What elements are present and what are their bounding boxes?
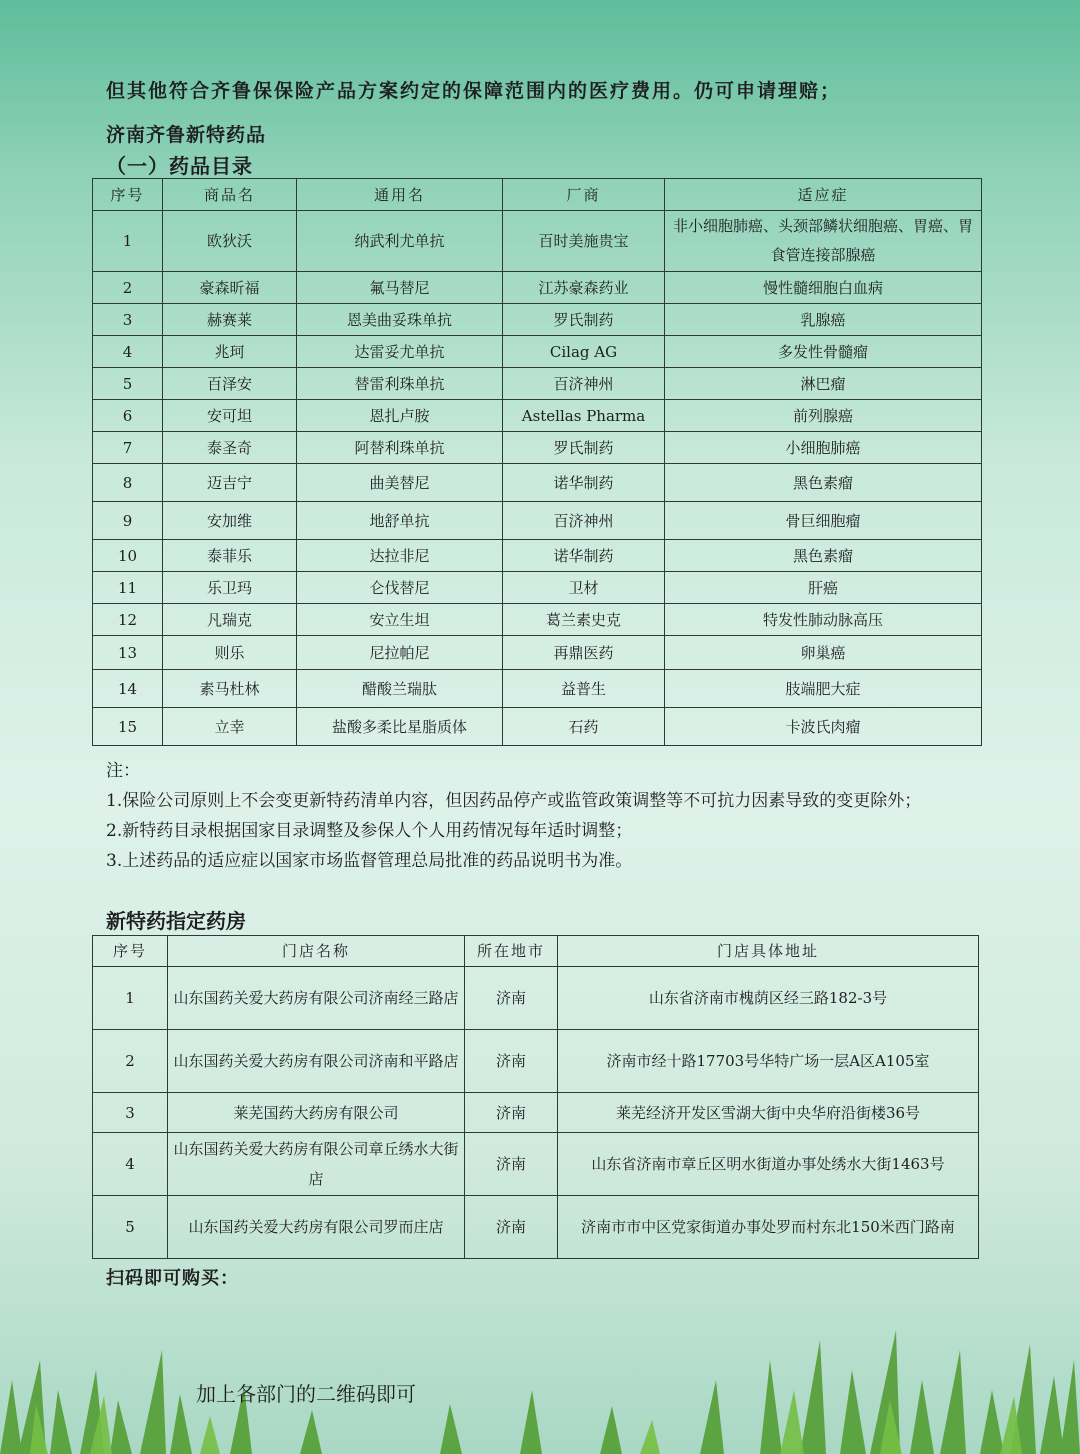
- pharmacy-table-body: [93, 967, 979, 1259]
- drug-cell: 黑色素瘤: [665, 464, 982, 502]
- notes-label: 注：: [106, 761, 140, 781]
- drug-cell: 泰菲乐: [163, 540, 297, 572]
- pharmacy-cell: 济南: [465, 1030, 558, 1093]
- pharmacy-cell: 3: [93, 1093, 168, 1133]
- drug-cell: 立幸: [163, 708, 297, 746]
- drug-cell: 12: [93, 604, 163, 636]
- drug-cell: 9: [93, 502, 163, 540]
- drug-cell: 安加维: [163, 502, 297, 540]
- drug-row: [93, 368, 982, 400]
- drug-cell: 诺华制药: [503, 540, 665, 572]
- drug-cell: 达拉非尼: [297, 540, 503, 572]
- pharmacy-cell: 山东国药关爱大药房有限公司济南和平路店: [168, 1030, 465, 1093]
- drug-cell: 恩扎卢胺: [297, 400, 503, 432]
- drug-cell: 慢性髓细胞白血病: [665, 272, 982, 304]
- drug-row: [93, 636, 982, 670]
- pharmacy-cell: 山东省济南市章丘区明水街道办事处绣水大街1463号: [558, 1133, 979, 1196]
- note-item-2: 2.新特药目录根据国家目录调整及参保人个人用药情况每年适时调整；: [106, 821, 633, 841]
- drug-row: [93, 572, 982, 604]
- drug-cell: 素马杜林: [163, 670, 297, 708]
- drug-cell: 盐酸多柔比星脂质体: [297, 708, 503, 746]
- drug-cell: 诺华制药: [503, 464, 665, 502]
- drug-cell: 5: [93, 368, 163, 400]
- note-item-1: 1.保险公司原则上不会变更新特药清单内容，但因药品停产或监管政策调整等不可抗力因素导致的变更除外；: [106, 791, 922, 811]
- drug-cell: 则乐: [163, 636, 297, 670]
- pharmacy-cell: 莱芜经济开发区雪湖大街中央华府沿街楼36号: [558, 1093, 979, 1133]
- notes: [106, 756, 986, 876]
- drug-cell: 肝癌: [665, 572, 982, 604]
- drug-row: [93, 708, 982, 746]
- pharmacy-row: [93, 1133, 979, 1196]
- drug-cell: 乳腺癌: [665, 304, 982, 336]
- store-header-address: 门店具体地址: [558, 936, 979, 967]
- note-item-3: 3.上述药品的适应症以国家市场监督管理总局批准的药品说明书为准。: [106, 851, 633, 871]
- drug-cell: 黑色素瘤: [665, 540, 982, 572]
- drug-cell: 百济神州: [503, 502, 665, 540]
- drug-cell: 安可坦: [163, 400, 297, 432]
- drug-cell: 达雷妥尤单抗: [297, 336, 503, 368]
- store-header-city: 所在地市: [465, 936, 558, 967]
- drug-cell: 氟马替尼: [297, 272, 503, 304]
- drug-cell: 前列腺癌: [665, 400, 982, 432]
- drug-cell: 8: [93, 464, 163, 502]
- pharmacy-cell: 4: [93, 1133, 168, 1196]
- drug-row: [93, 464, 982, 502]
- drug-table-body: [93, 211, 982, 746]
- drug-cell: 卫材: [503, 572, 665, 604]
- drug-cell: 葛兰素史克: [503, 604, 665, 636]
- pharmacy-cell: 5: [93, 1196, 168, 1259]
- drug-cell: 替雷利珠单抗: [297, 368, 503, 400]
- intro-text: 但其他符合齐鲁保保险产品方案约定的保障范围内的医疗费用。仍可申请理赔；: [106, 80, 842, 102]
- drug-cell: 恩美曲妥珠单抗: [297, 304, 503, 336]
- drug-cell: 曲美替尼: [297, 464, 503, 502]
- drug-cell: 卵巢癌: [665, 636, 982, 670]
- drug-cell: 再鼎医药: [503, 636, 665, 670]
- drug-cell: 肢端肥大症: [665, 670, 982, 708]
- pharmacy-cell: 山东国药关爱大药房有限公司章丘绣水大街店: [168, 1133, 465, 1196]
- drug-cell: 14: [93, 670, 163, 708]
- drug-cell: 3: [93, 304, 163, 336]
- drug-row: [93, 211, 982, 272]
- drug-cell: 阿替利珠单抗: [297, 432, 503, 464]
- pharmacy-row: [93, 1196, 979, 1259]
- subsection-title: （一）药品目录: [106, 154, 253, 178]
- drug-cell: 石药: [503, 708, 665, 746]
- drug-row: [93, 670, 982, 708]
- pharmacy-cell: 莱芜国药大药房有限公司: [168, 1093, 465, 1133]
- drug-row: [93, 272, 982, 304]
- pharmacy-table: [92, 935, 979, 1259]
- drug-cell: 罗氏制药: [503, 432, 665, 464]
- drug-row: [93, 502, 982, 540]
- drug-cell: 百泽安: [163, 368, 297, 400]
- drug-cell: 10: [93, 540, 163, 572]
- drug-row: [93, 304, 982, 336]
- drug-cell: 赫赛莱: [163, 304, 297, 336]
- drug-cell: 醋酸兰瑞肽: [297, 670, 503, 708]
- drug-cell: Cilag AG: [503, 336, 665, 368]
- drug-header-no: 序号: [93, 179, 163, 211]
- grass-decoration: [0, 1320, 1080, 1454]
- drug-cell: 6: [93, 400, 163, 432]
- section-title: 济南齐鲁新特药品: [106, 124, 267, 146]
- drug-cell: 欧狄沃: [163, 211, 297, 272]
- drug-cell: 特发性肺动脉高压: [665, 604, 982, 636]
- drug-cell: 迈吉宁: [163, 464, 297, 502]
- drug-cell: 百济神州: [503, 368, 665, 400]
- drug-header-indication: 适应症: [665, 179, 982, 211]
- drug-cell: 兆珂: [163, 336, 297, 368]
- drug-cell: 益普生: [503, 670, 665, 708]
- drug-cell: 豪森昕福: [163, 272, 297, 304]
- pharmacy-cell: 济南市市中区党家街道办事处罗而村东北150米西门路南: [558, 1196, 979, 1259]
- drug-cell: 地舒单抗: [297, 502, 503, 540]
- pharmacy-cell: 济南: [465, 967, 558, 1030]
- pharmacy-cell: 1: [93, 967, 168, 1030]
- pharmacy-cell: 济南市经十路17703号华特广场一层A区A105室: [558, 1030, 979, 1093]
- drug-header-brand: 商品名: [163, 179, 297, 211]
- drug-cell: 仑伐替尼: [297, 572, 503, 604]
- pharmacy-cell: 山东国药关爱大药房有限公司济南经三路店: [168, 967, 465, 1030]
- drug-cell: 卡波氏肉瘤: [665, 708, 982, 746]
- drug-cell: 凡瑞克: [163, 604, 297, 636]
- store-header-no: 序号: [93, 936, 168, 967]
- drug-cell: 1: [93, 211, 163, 272]
- pharmacy-row: [93, 1030, 979, 1093]
- drug-cell: 4: [93, 336, 163, 368]
- drug-cell: 乐卫玛: [163, 572, 297, 604]
- store-header-name: 门店名称: [168, 936, 465, 967]
- drug-table: [92, 178, 982, 746]
- pharmacy-cell: 济南: [465, 1093, 558, 1133]
- drug-cell: 泰圣奇: [163, 432, 297, 464]
- pharmacy-row: [93, 967, 979, 1030]
- drug-cell: 小细胞肺癌: [665, 432, 982, 464]
- drug-cell: 2: [93, 272, 163, 304]
- drug-cell: 尼拉帕尼: [297, 636, 503, 670]
- drug-cell: 15: [93, 708, 163, 746]
- drug-cell: 7: [93, 432, 163, 464]
- drug-cell: 非小细胞肺癌、头颈部鳞状细胞癌、胃癌、胃食管连接部腺癌: [665, 211, 982, 272]
- drug-cell: 江苏豪森药业: [503, 272, 665, 304]
- pharmacy-title: 新特药指定药房: [106, 909, 246, 933]
- drug-cell: Astellas Pharma: [503, 400, 665, 432]
- drug-cell: 淋巴瘤: [665, 368, 982, 400]
- drug-cell: 骨巨细胞瘤: [665, 502, 982, 540]
- drug-row: [93, 604, 982, 636]
- drug-row: [93, 540, 982, 572]
- drug-cell: 13: [93, 636, 163, 670]
- pharmacy-cell: 山东省济南市槐荫区经三路182-3号: [558, 967, 979, 1030]
- drug-cell: 11: [93, 572, 163, 604]
- drug-cell: 罗氏制药: [503, 304, 665, 336]
- drug-cell: 多发性骨髓瘤: [665, 336, 982, 368]
- drug-cell: 安立生坦: [297, 604, 503, 636]
- drug-header-generic: 通用名: [297, 179, 503, 211]
- drug-cell: 纳武利尤单抗: [297, 211, 503, 272]
- pharmacy-cell: 山东国药关爱大药房有限公司罗而庄店: [168, 1196, 465, 1259]
- drug-header-maker: 厂商: [503, 179, 665, 211]
- pharmacy-cell: 2: [93, 1030, 168, 1093]
- drug-row: [93, 432, 982, 464]
- pharmacy-cell: 济南: [465, 1133, 558, 1196]
- footer-text: 加上各部门的二维码即可: [196, 1384, 416, 1406]
- pharmacy-row: [93, 1093, 979, 1133]
- pharmacy-cell: 济南: [465, 1196, 558, 1259]
- drug-row: [93, 336, 982, 368]
- scan-text: 扫码即可购买：: [106, 1268, 239, 1289]
- drug-row: [93, 400, 982, 432]
- drug-cell: 百时美施贵宝: [503, 211, 665, 272]
